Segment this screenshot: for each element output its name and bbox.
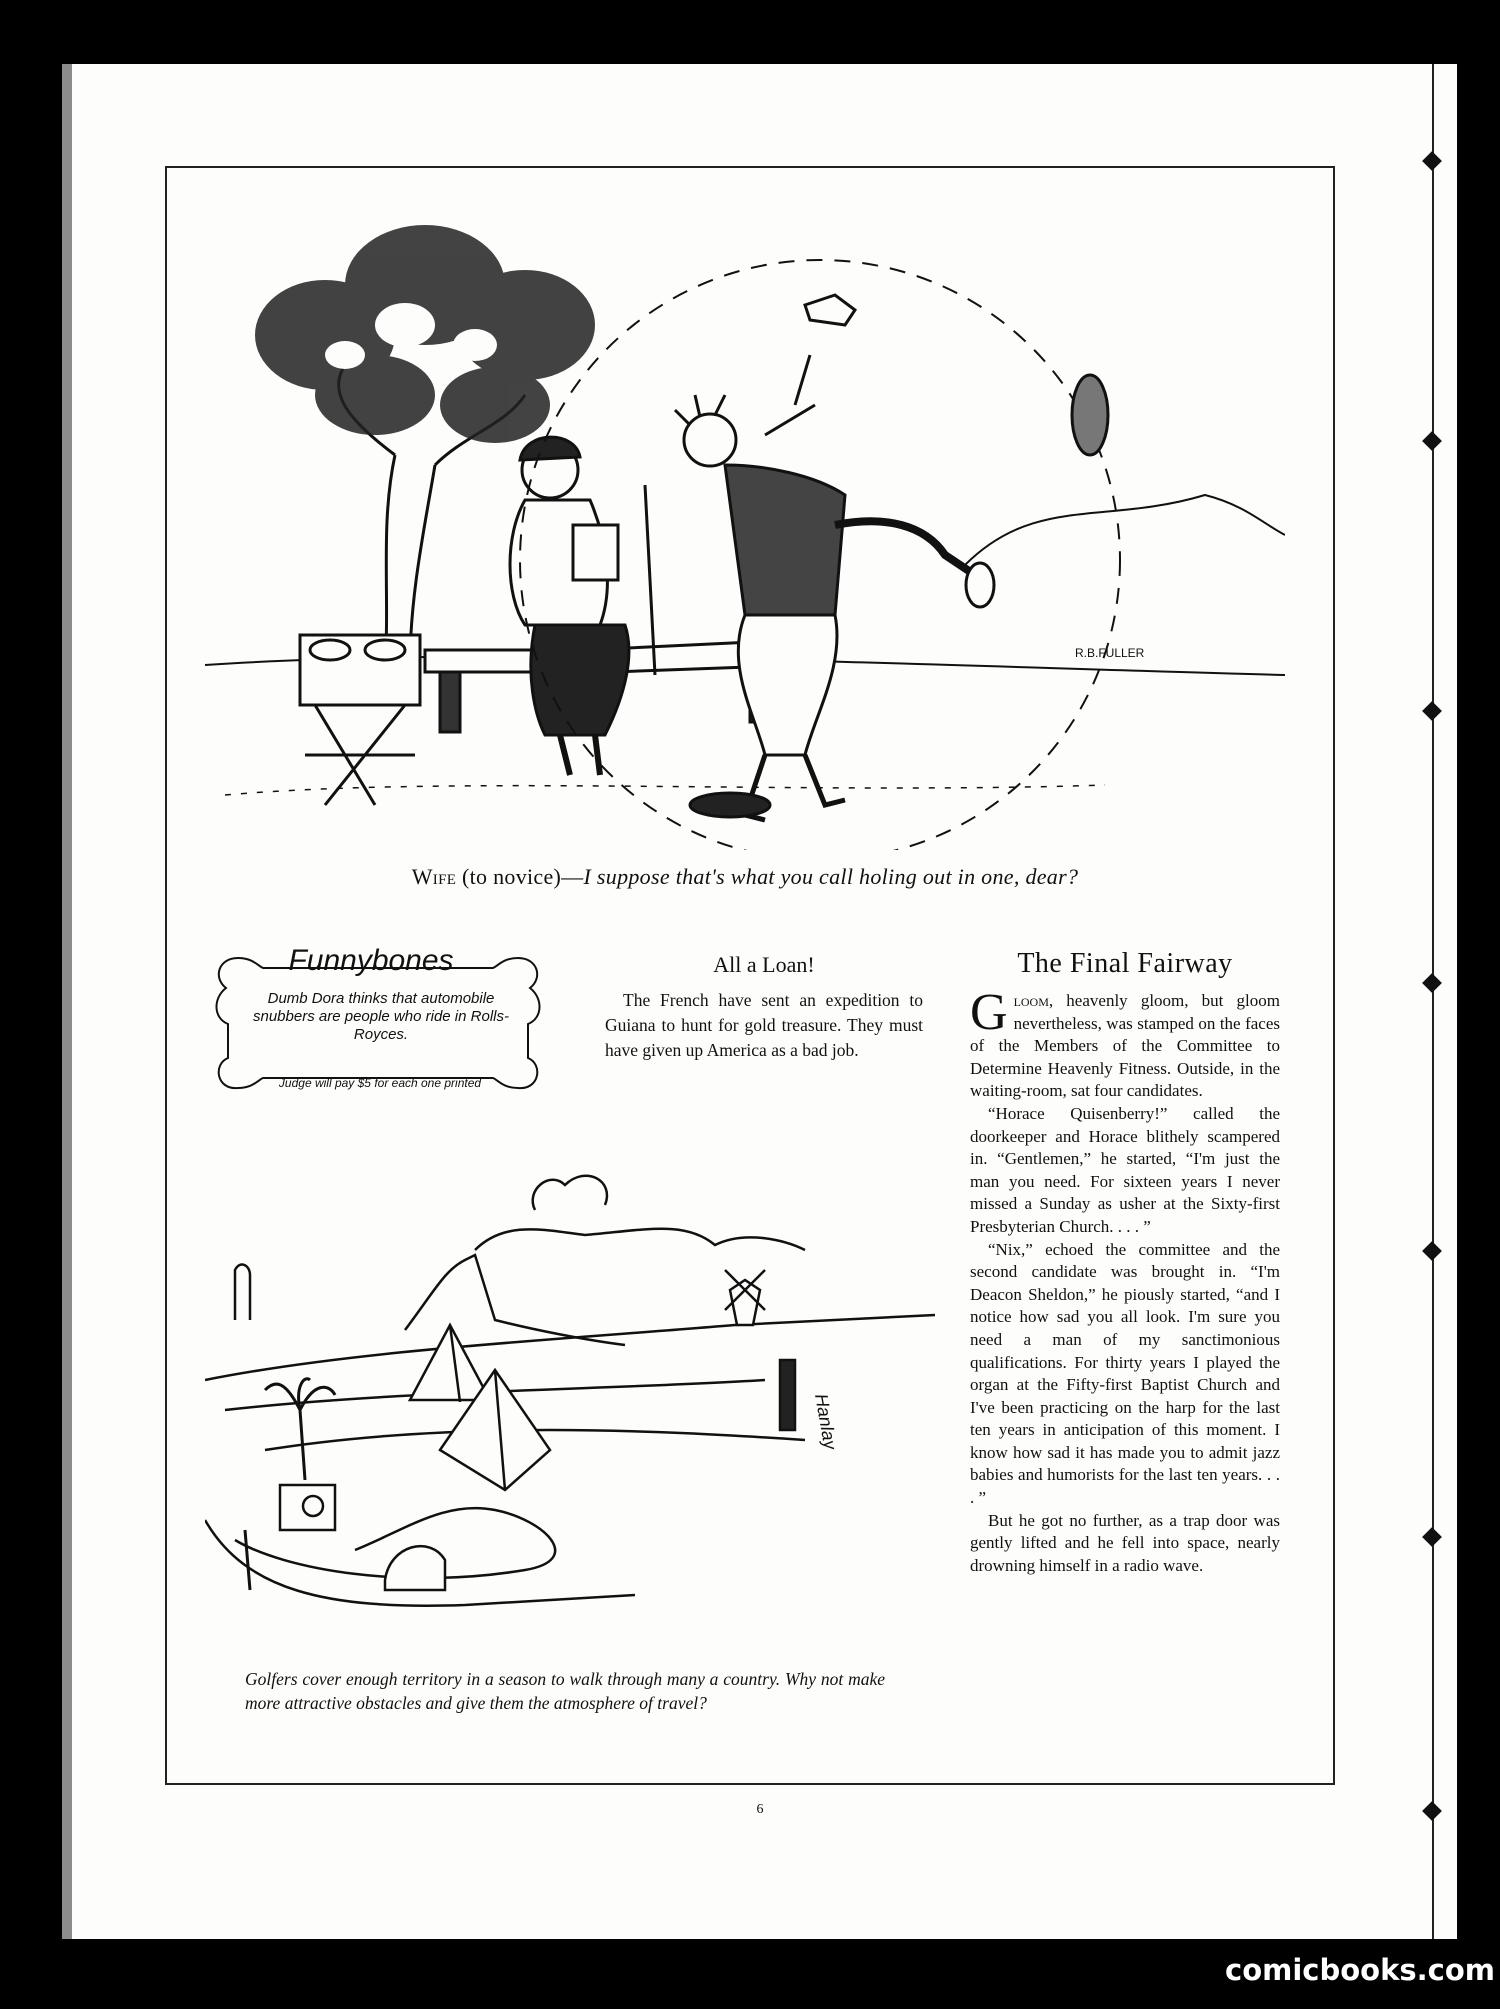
fairway-paragraph-4: But he got no further, as a trap door was gently lifted and he fell into space, nearly drowning himself in a radio wave.: [970, 1510, 1280, 1575]
funnybones-body: Dumb Dora thinks that automobile snubbers are people who ride in Rolls-Royces.: [253, 990, 509, 1043]
bottom-cartoon-caption: Golfers cover enough territory in a season to walk through many a country. Why not make more attractive obstacles and give them the atmosphere of travel?: [245, 1669, 885, 1713]
loan-body: The French have sent an expedition to Guiana to hunt for gold treasure. They must have given up America as a bad job.: [605, 990, 923, 1060]
funnybones-box: [208, 940, 548, 1100]
fairway-paragraph-1: [970, 984, 1280, 1103]
golf-course-travel-illustration: [205, 1150, 935, 1610]
top-cartoon-signature: R.B.FULLER: [1075, 646, 1145, 660]
caption-speaker: Wife: [411, 864, 457, 889]
funnybones-title: Funnybones: [288, 944, 454, 977]
fairway-title: The Final Fairway: [1017, 948, 1233, 979]
top-cartoon-caption: [205, 864, 1285, 890]
fairway-dropcap: G: [970, 984, 1008, 1041]
page-number: 6: [756, 1802, 764, 1817]
fairway-p1-rest: heavenly gloom, but gloom nevertheless, was stamped on the faces of the Members of the Committee to Determine Heavenly Fitness. Outside, in the waiting-room, sat four candidates.: [970, 991, 1280, 1101]
site-watermark: comicbooks.com: [1225, 1953, 1495, 1987]
caption-line: I suppose that's what you call holing out in one, dear?: [583, 864, 1079, 889]
caption-stage-direction: (to novice)—: [456, 864, 584, 889]
fairway-paragraph-2: “Horace Quisenberry!” called the doorkeeper and Horace blithely scampered in. “Gentlemen,” he started, “I'm just the man you need. For sixteen years I never missed a Sunday as usher at the Sixty-first Presbyterian Church. . . . ”: [970, 1103, 1280, 1236]
funnybones-footer: Judge will pay $5 for each one printed: [278, 1076, 482, 1090]
golf-cartoon-illustration: [205, 195, 1285, 850]
loan-title: All a Loan!: [713, 952, 815, 977]
loan-article: [605, 952, 923, 1063]
fairway-paragraph-3: “Nix,” echoed the committee and the second candidate was brought in. “I'm Deacon Sheldon,” he piously started, “and I notice how sad you all look. I'm sure you need a man of my sanctimonious qualifications. For thirty years I played the organ at the Fifty-first Baptist Church and I've been practicing on the harp for the last ten years in anticipation of this moment. I know how sad it has made you to admit jazz babies and humorists for the last ten years. . . . ”: [970, 1239, 1280, 1508]
fairway-lead: loom,: [1013, 991, 1054, 1010]
page-binding-edge: [1432, 64, 1456, 1939]
fairway-article: [970, 948, 1280, 1577]
bottom-cartoon-signature: Hanlay: [811, 1392, 841, 1451]
